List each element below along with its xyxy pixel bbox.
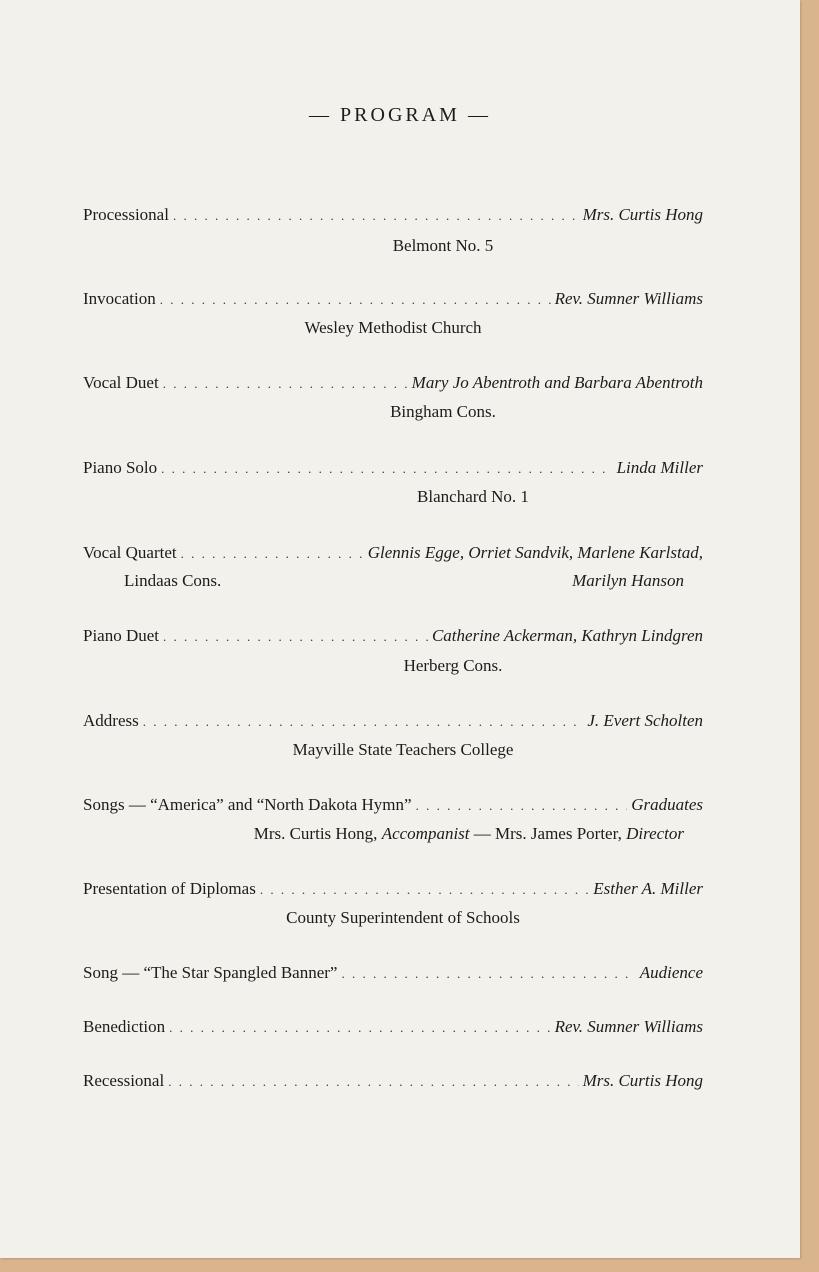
program-item-invocation [83,289,703,313]
dot-leader [341,966,635,982]
item-label: Presentation of Diplomas [83,879,256,898]
item-performer: Mrs. Curtis Hong [582,205,703,224]
item-affiliation: Belmont No. 5 [392,236,494,255]
item-label: Address [83,711,139,730]
item-performer: Mary Jo Abentroth and Barbara Abentroth [411,373,703,392]
dot-leader [160,292,551,308]
dot-leader [181,546,364,562]
dot-leader [161,461,612,477]
item-performer-continued: Marilyn Hanson [572,571,684,590]
item-performer: Rev. Sumner Williams [554,1017,703,1036]
item-affiliation: Lindaas Cons. [124,571,222,590]
item-affiliation: Herberg Cons. [403,656,503,675]
item-performer: Rev. Sumner Williams [554,289,703,308]
item-performer: Linda Miller [616,458,703,477]
item-affiliation: Bingham Cons. [390,402,496,421]
item-affiliation: Blanchard No. 1 [417,487,529,506]
item-performer: Esther A. Miller [593,879,703,898]
item-label: Piano Solo [83,458,158,477]
item-accompanist-director: Mrs. Curtis Hong, Accompanist — Mrs. James Porter, Director [253,824,684,843]
program-item-recessional [83,1071,703,1095]
item-performer: Catherine Ackerman, Kathryn Lindgren [431,626,703,645]
program-item-processional [83,205,703,229]
item-affiliation: Mayville State Teachers College [292,740,514,759]
dot-leader [416,798,628,814]
item-label: Invocation [83,289,156,308]
item-label: Processional [83,205,169,224]
item-label: Vocal Quartet [83,543,177,562]
item-affiliation: County Superintendent of Schools [286,908,520,927]
dot-leader [169,1020,550,1036]
dot-leader [173,208,579,224]
program-item-songs [83,795,703,819]
item-affiliation: Wesley Methodist Church [304,318,482,337]
item-label: Vocal Duet [83,373,159,392]
program-item-vocal-quartet [83,543,703,567]
program-item-presentation-of-diplomas [83,879,703,903]
item-label: Piano Duet [83,626,160,645]
item-label: Song — “The Star Spangled Banner” [83,963,338,982]
item-performer: Mrs. Curtis Hong [582,1071,703,1090]
item-label: Songs — “America” and “North Dakota Hymn” [83,795,412,814]
dot-leader [163,629,428,645]
item-performer: Graduates [631,795,703,814]
program-item-benediction [83,1017,703,1041]
program-item-address [83,711,703,735]
program-item-vocal-duet [83,373,703,397]
item-label: Recessional [83,1071,165,1090]
program-item-piano-duet [83,626,703,650]
dot-leader [260,882,589,898]
item-performer: Audience [639,963,703,982]
program-item-piano-solo [83,458,703,482]
dot-leader [168,1074,578,1090]
item-label: Benediction [83,1017,166,1036]
item-performer: Glennis Egge, Orriet Sandvik, Marlene Karlstad, [367,543,703,562]
dot-leader [163,376,408,392]
page-title: — PROGRAM — [309,104,491,126]
item-performer: J. Evert Scholten [587,711,703,730]
program-item-song [83,963,703,987]
dot-leader [143,714,584,730]
